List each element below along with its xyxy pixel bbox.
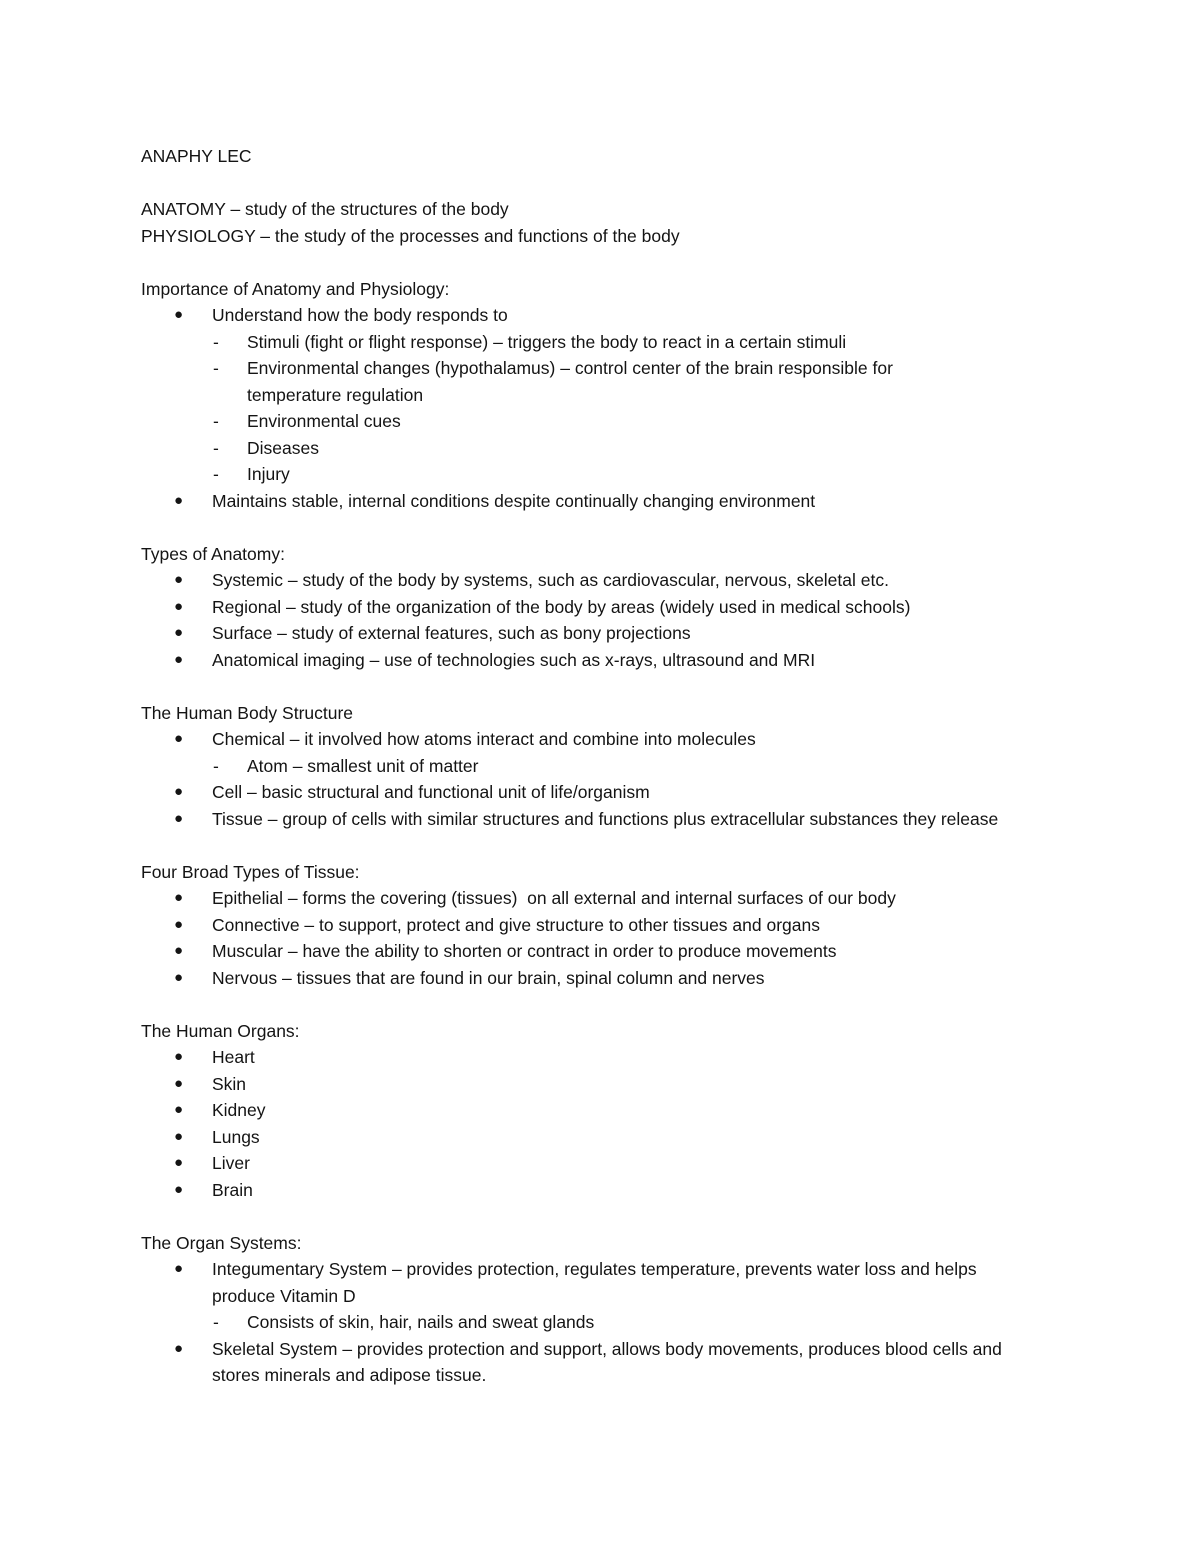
sub-list-item-text: Injury xyxy=(247,464,290,484)
list-item xyxy=(141,1336,1027,1389)
list-item xyxy=(141,1097,1041,1124)
document-title: ANAPHY LEC xyxy=(141,146,252,166)
document-body xyxy=(141,143,1041,1389)
list-item-text: Cell – basic structural and functional unit of life/organism xyxy=(212,782,650,802)
dash-icon: - xyxy=(213,331,219,352)
bullet-icon: ● xyxy=(174,597,184,615)
dash-icon: - xyxy=(213,437,219,458)
bullet-icon: ● xyxy=(174,491,184,509)
list-item-text: Heart xyxy=(212,1047,255,1067)
list-item-text: Maintains stable, internal conditions despite continually changing environment xyxy=(212,490,816,511)
bullet-icon: ● xyxy=(174,624,184,641)
list-item xyxy=(141,488,1041,515)
list-item-text: Understand how the body responds to xyxy=(212,305,508,325)
definition-physiology: PHYSIOLOGY – the study of the processes and functions of the body xyxy=(141,225,680,246)
bullet-icon: ● xyxy=(174,1180,184,1198)
bullet-icon: ● xyxy=(174,306,184,323)
list-item-text: Anatomical imaging – use of technologies such as x-rays, ultrasound and MRI xyxy=(212,649,816,670)
list-item xyxy=(141,885,1041,912)
bullet-icon: ● xyxy=(174,915,184,933)
section-heading-types-of-anatomy: Types of Anatomy: xyxy=(141,543,285,564)
dash-icon: - xyxy=(213,358,219,378)
list-item-text: Regional – study of the organization of the body by areas (widely used in medical schools) xyxy=(212,596,911,617)
list-item xyxy=(141,938,1041,965)
dash-icon: - xyxy=(213,411,219,431)
bullet-icon: ● xyxy=(174,942,184,959)
bullet-icon: ● xyxy=(174,1127,184,1145)
list-item xyxy=(141,912,1041,939)
list-item xyxy=(141,1071,1041,1098)
sub-list-item xyxy=(141,753,1041,780)
bullet-icon: ● xyxy=(174,1101,184,1118)
list-item-text: Liver xyxy=(212,1153,250,1173)
dash-icon: - xyxy=(213,755,219,776)
list-item-text: Nervous – tissues that are found in our brain, spinal column and nerves xyxy=(212,967,765,988)
bullet-icon: ● xyxy=(174,1339,184,1357)
section-heading-tissue-types: Four Broad Types of Tissue: xyxy=(141,861,360,882)
sub-list-item xyxy=(141,329,1041,356)
list-item-text: Skeletal System – provides protection and support, allows body movements, produces blood cells and stores minerals and adipose tissue. xyxy=(212,1338,1002,1385)
list-item xyxy=(141,594,1041,621)
sub-list-item xyxy=(141,461,1041,488)
bullet-icon: ● xyxy=(174,783,184,800)
list-item-text: Brain xyxy=(212,1179,253,1200)
list-item xyxy=(141,726,1041,753)
list-item-text: Skin xyxy=(212,1073,247,1094)
list-item xyxy=(141,1177,1041,1204)
bullet-icon: ● xyxy=(174,1260,184,1277)
list-item-text: Connective – to support, protect and give structure to other tissues and organs xyxy=(212,914,820,935)
list-item xyxy=(141,302,1041,329)
bullet-icon: ● xyxy=(174,889,184,906)
bullet-icon: ● xyxy=(174,809,184,827)
bullet-icon: ● xyxy=(174,571,184,588)
section-heading-organs: The Human Organs: xyxy=(141,1020,300,1041)
list-item-text: Muscular – have the ability to shorten or contract in order to produce movements xyxy=(212,941,837,961)
sub-list-item-text: Consists of skin, hair, nails and sweat glands xyxy=(247,1312,595,1332)
dash-icon: - xyxy=(213,464,219,484)
bullet-icon: ● xyxy=(174,650,184,668)
sub-list-item xyxy=(141,1309,1041,1336)
bullet-icon: ● xyxy=(174,1074,184,1092)
sub-list-item-text: Stimuli (fight or flight response) – triggers the body to react in a certain stimuli xyxy=(247,331,847,352)
bullet-icon: ● xyxy=(174,1154,184,1171)
sub-list-item xyxy=(141,408,1041,435)
list-item-text: Chemical – it involved how atoms interact and combine into molecules xyxy=(212,729,756,749)
list-item-text: Integumentary System – provides protection, regulates temperature, prevents water loss and helps produce Vitamin D xyxy=(212,1259,977,1306)
list-item xyxy=(141,1124,1041,1151)
definition-anatomy: ANATOMY – study of the structures of the body xyxy=(141,199,509,219)
list-item-text: Epithelial – forms the covering (tissues) on all external and internal surfaces of our body xyxy=(212,888,896,908)
list-item xyxy=(141,779,1041,806)
sub-list-item-text: Atom – smallest unit of matter xyxy=(247,755,479,776)
sub-list-item xyxy=(141,355,982,408)
list-item xyxy=(141,567,1041,594)
section-heading-importance: Importance of Anatomy and Physiology: xyxy=(141,278,450,299)
list-item-text: Systemic – study of the body by systems, such as cardiovascular, nervous, skeletal etc. xyxy=(212,570,889,590)
sub-list-item-text: Diseases xyxy=(247,437,319,458)
list-item-text: Lungs xyxy=(212,1126,260,1147)
list-item xyxy=(141,806,1027,833)
list-item xyxy=(141,620,1041,647)
sub-list-item xyxy=(141,435,1041,462)
list-item xyxy=(141,647,1041,674)
sub-list-item-text: Environmental cues xyxy=(247,411,401,431)
section-heading-organ-systems: The Organ Systems: xyxy=(141,1232,302,1253)
section-heading-body-structure: The Human Body Structure xyxy=(141,702,354,723)
list-item xyxy=(141,1044,1041,1071)
bullet-icon: ● xyxy=(174,1048,184,1065)
list-item-text: Kidney xyxy=(212,1100,266,1120)
bullet-icon: ● xyxy=(174,968,184,986)
list-item xyxy=(141,1256,1027,1309)
sub-list-item-text: Environmental changes (hypothalamus) – control center of the brain responsible for temperature regulation xyxy=(247,358,893,405)
list-item-text: Surface – study of external features, such as bony projections xyxy=(212,623,691,643)
list-item-text: Tissue – group of cells with similar structures and functions plus extracellular substances they release xyxy=(212,808,999,829)
bullet-icon: ● xyxy=(174,730,184,747)
dash-icon: - xyxy=(213,1312,219,1332)
list-item xyxy=(141,1150,1041,1177)
list-item xyxy=(141,965,1041,992)
